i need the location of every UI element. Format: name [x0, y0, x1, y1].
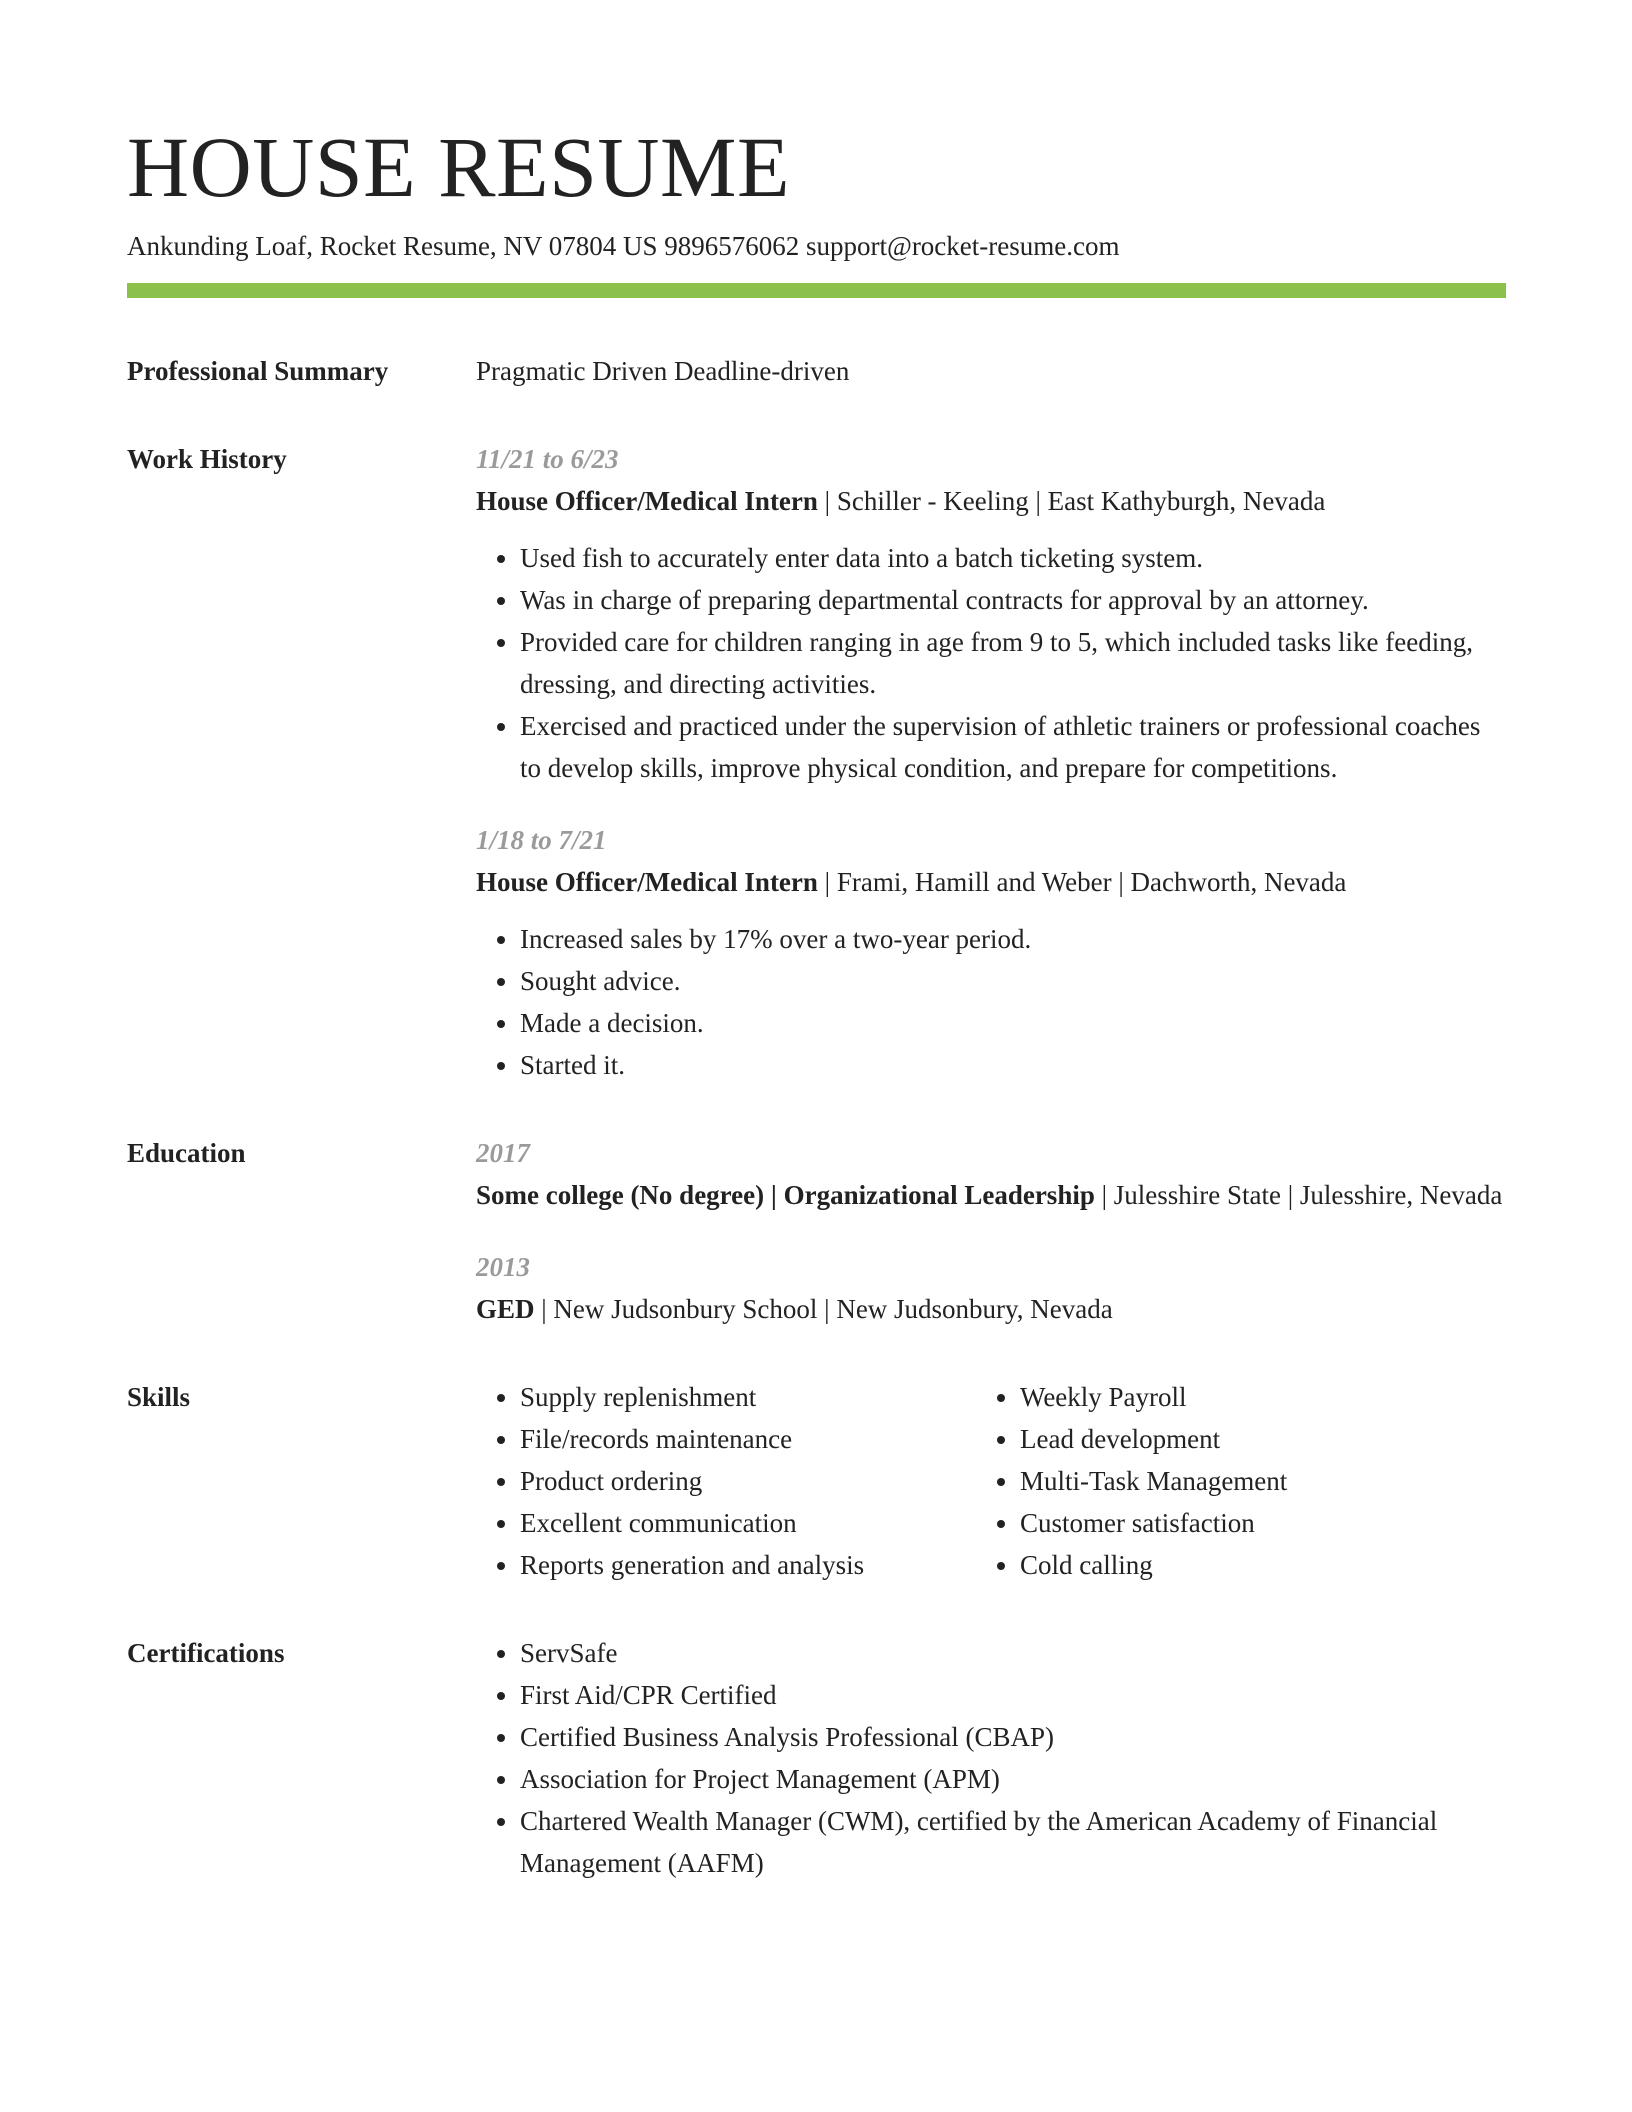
contact-line: Ankunding Loaf, Rocket Resume, NV 07804 US 9896576062 support@rocket-resume.com: [127, 231, 1120, 261]
summary-text: Pragmatic Driven Deadline-driven: [476, 356, 850, 386]
job-entry: [476, 438, 1506, 789]
job-date: 11/21 to 6/23: [476, 444, 619, 474]
list-item: • Was in charge of preparing departmental contracts for approval by an attorney.: [520, 579, 1506, 621]
education-entry: [476, 1132, 1506, 1216]
education-label: Education: [127, 1138, 246, 1168]
certifications-list: [476, 1632, 1506, 1884]
resume-name: HOUSE RESUME: [127, 119, 791, 215]
job-bullets: [476, 918, 1506, 1086]
list-item: • Cold calling: [1020, 1544, 1287, 1586]
education-date: 2013: [476, 1252, 530, 1282]
education-date: 2017: [476, 1138, 530, 1168]
job-date: 1/18 to 7/21: [476, 825, 607, 855]
list-item: • Weekly Payroll: [1020, 1376, 1287, 1418]
job-heading: [476, 480, 1506, 522]
certifications-content: [476, 1632, 1506, 1884]
job-title: House Officer/Medical Intern: [476, 486, 818, 516]
list-item: • Started it.: [520, 1044, 1506, 1086]
list-item: • First Aid/CPR Certified: [520, 1674, 1506, 1716]
education-degree: GED: [476, 1294, 535, 1324]
summary-label: Professional Summary: [127, 356, 389, 386]
list-item: • Certified Business Analysis Professional (CBAP): [520, 1716, 1506, 1758]
job-heading: [476, 861, 1506, 903]
education-entry: [476, 1246, 1506, 1330]
work-content: [476, 438, 1506, 1086]
list-item: • ServSafe: [520, 1632, 1506, 1674]
list-item: • File/records maintenance: [520, 1418, 976, 1460]
list-item: • Reports generation and analysis: [520, 1544, 976, 1586]
job-details: | Schiller - Keeling | East Kathyburgh, Nevada: [817, 486, 1326, 516]
list-item: • Supply replenishment: [520, 1376, 976, 1418]
job-bullets: [476, 537, 1506, 789]
certifications-label: Certifications: [127, 1638, 285, 1668]
list-item: • Association for Project Management (APM): [520, 1758, 1506, 1800]
summary-section: [127, 350, 1506, 392]
education-details: | New Judsonbury School | New Judsonbury, Nevada: [534, 1294, 1113, 1324]
job-entry: [476, 819, 1506, 1086]
education-degree: Some college (No degree) | Organizational Leadership: [476, 1180, 1095, 1210]
list-item: • Provided care for children ranging in age from 9 to 5, which included tasks like feeding, dressing, and directing activities.: [520, 621, 1506, 705]
skills-section: [127, 1376, 1506, 1586]
list-item: • Increased sales by 17% over a two-year period.: [520, 918, 1506, 960]
list-item: • Exercised and practiced under the supervision of athletic trainers or professional coaches to develop skills, improve physical condition, and prepare for competitions.: [520, 705, 1506, 789]
job-details: | Frami, Hamill and Weber | Dachworth, Nevada: [817, 867, 1347, 897]
skills-list-left: [476, 1376, 976, 1586]
certifications-section: [127, 1632, 1506, 1884]
work-section: [127, 438, 1506, 1086]
list-item: • Excellent communication: [520, 1502, 976, 1544]
list-item: • Chartered Wealth Manager (CWM), certified by the American Academy of Financial Management (AAFM): [520, 1800, 1506, 1884]
education-heading: [476, 1174, 1506, 1216]
education-section: [127, 1132, 1506, 1330]
list-item: • Lead development: [1020, 1418, 1287, 1460]
skills-list-right: [976, 1376, 1287, 1586]
skills-columns: [476, 1376, 1506, 1586]
education-details: | Julesshire State | Julesshire, Nevada: [1094, 1180, 1503, 1210]
list-item: • Made a decision.: [520, 1002, 1506, 1044]
list-item: • Product ordering: [520, 1460, 976, 1502]
job-title: House Officer/Medical Intern: [476, 867, 818, 897]
list-item: • Used fish to accurately enter data into a batch ticketing system.: [520, 537, 1506, 579]
list-item: • Customer satisfaction: [1020, 1502, 1287, 1544]
skills-label: Skills: [127, 1382, 191, 1412]
education-heading: [476, 1288, 1506, 1330]
list-item: • Sought advice.: [520, 960, 1506, 1002]
education-content: [476, 1132, 1506, 1330]
accent-divider: [127, 283, 1506, 298]
work-label: Work History: [127, 444, 287, 474]
list-item: • Multi-Task Management: [1020, 1460, 1287, 1502]
